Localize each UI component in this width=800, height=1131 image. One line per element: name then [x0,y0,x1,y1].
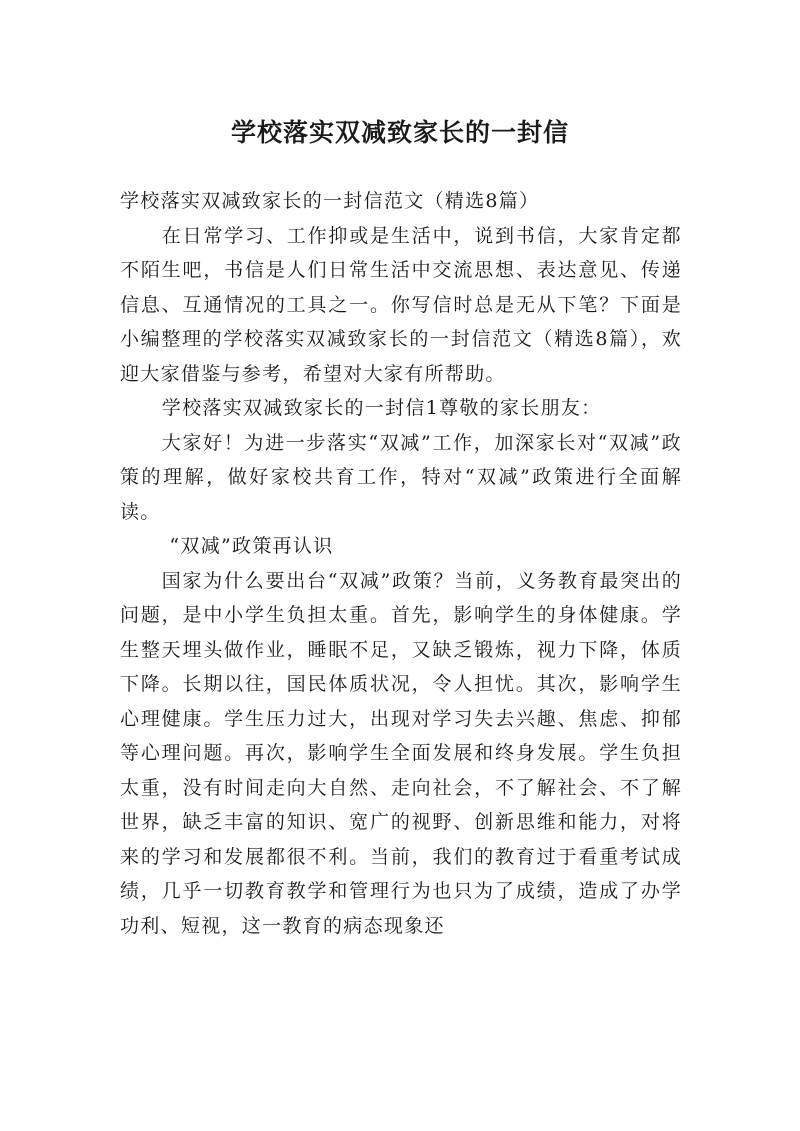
document-title: 学校落实双减致家长的一封信 [230,117,569,147]
letter-heading: 学校落实双减致家长的一封信1尊敬的家长朋友： [161,397,602,419]
body-paragraph: 国家为什么要出台“双减”政策？当前，义务教育最突出的问题，是中小学生负担太重。首先，影响学生的身体健康。学生整天埋头做作业，睡眠不足，又缺乏锻炼，视力下降，体质下降。长期以往，国民体质状况，令人担忧。其次，影响学生心理健康。学生压力过大，出现对学习失去兴趣、焦虑、抑郁等心理问题。再次，影响学生全面发展和终身发展。学生负担太重，没有时间走向大自然、走向社会，不了解社会、不了解世界，缺乏丰富的知识、宽广的视野、创新思维和能力，对将来的学习和发展都很不利。当前，我们的教育过于看重考试成绩，几乎一切教育教学和管理行为也只为了成绩，造成了办学功利、短视，这一教育的病态现象还 [120,569,682,937]
document-body [120,184,682,943]
document-subtitle: 学校落实双减致家长的一封信范文（精选8篇） [120,190,540,212]
greeting-paragraph: 大家好！为进一步落实“双减”工作，加深家长对“双减”政策的理解，做好家校共育工作，特对“双减”政策进行全面解读。 [120,431,682,523]
intro-paragraph: 在日常学习、工作抑或是生活中，说到书信，大家肯定都不陌生吧，书信是人们日常生活中交流思想、表达意见、传递信息、互通情况的工具之一。你写信时总是无从下笔？下面是小编整理的学校落实双减致家长的一封信范文（精选8篇），欢迎大家借鉴与参考，希望对大家有所帮助。 [120,224,682,385]
section-heading: “双减”政策再认识 [169,535,334,557]
